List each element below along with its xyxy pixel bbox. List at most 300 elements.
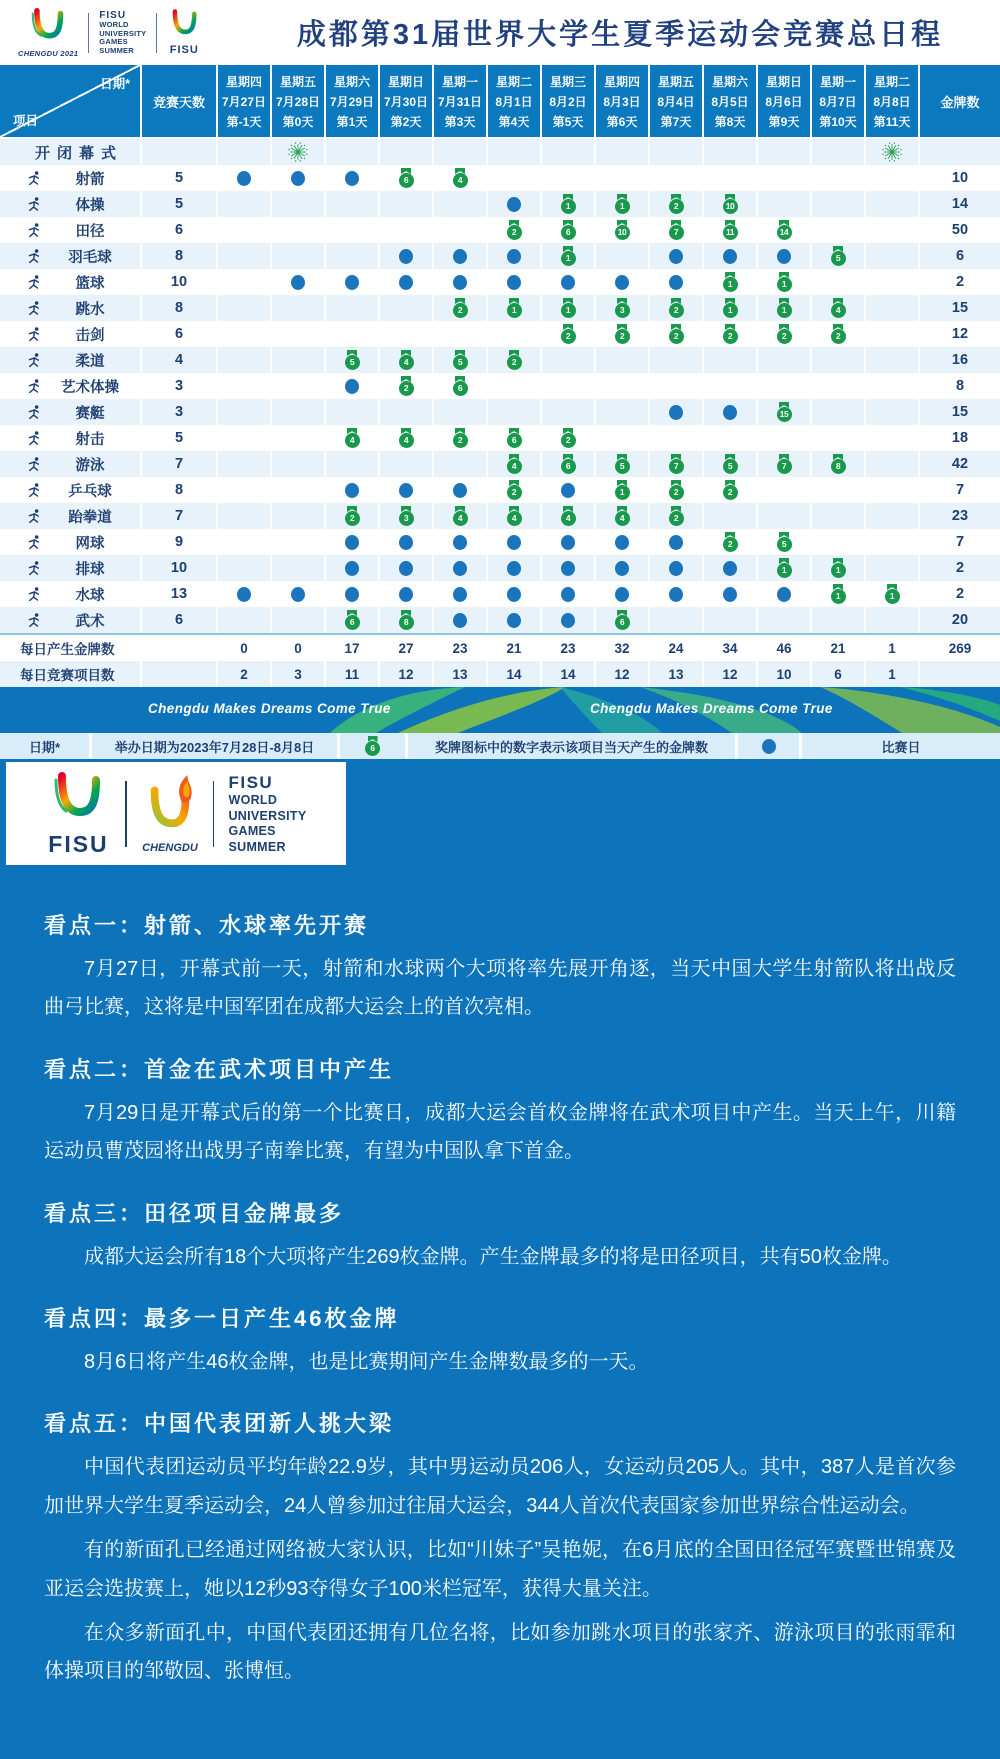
competition-day-dot-icon <box>723 405 737 420</box>
competition-day-dot-icon <box>777 249 791 264</box>
gold-total-cell: 7 <box>955 482 965 498</box>
gold-medal-icon: 2 <box>615 324 630 344</box>
gold-total-cell: 50 <box>951 222 969 238</box>
day-cell <box>758 373 812 399</box>
day-cell <box>326 269 380 295</box>
day-cell <box>596 243 650 269</box>
day-cell <box>650 217 704 243</box>
day-cell <box>812 477 866 503</box>
fisu-line: SUMMER <box>228 839 286 854</box>
day-cell <box>812 269 866 295</box>
ceremony-label-cell <box>0 139 142 165</box>
summary-total-cell: 269 <box>948 640 972 656</box>
summary-value-cell: 0 <box>218 635 272 661</box>
page-header <box>0 0 1000 65</box>
competition-day-dot-icon <box>345 171 359 186</box>
day-cell <box>866 243 920 269</box>
day-cell <box>434 451 488 477</box>
day-cell <box>380 581 434 607</box>
day-cell <box>272 477 326 503</box>
bottom-section <box>0 759 1000 1759</box>
day-cell <box>326 529 380 555</box>
day-cell <box>218 477 272 503</box>
day-cell <box>812 581 866 607</box>
gold-medal-icon: 4 <box>507 506 522 526</box>
day-cell <box>218 165 272 191</box>
footer-fisu-text-block <box>228 772 306 856</box>
sport-name: 射箭 <box>75 171 105 188</box>
summary-value-cell: 17 <box>326 635 380 661</box>
sport-name: 柔道 <box>75 353 105 370</box>
chengdu-flame-icon <box>141 773 199 835</box>
day-cell <box>434 425 488 451</box>
fisu-line: SUMMER <box>99 45 134 55</box>
gold-medal-icon: 4 <box>453 506 468 526</box>
taekwondo-icon <box>24 507 44 525</box>
day-cell <box>866 399 920 425</box>
day-cell <box>704 217 758 243</box>
fisu-line: WORLD <box>228 792 278 807</box>
day-cell <box>488 217 542 243</box>
day-cell <box>866 269 920 295</box>
chengdu-u-icon <box>26 8 70 44</box>
day-cell <box>596 555 650 581</box>
day-cell <box>380 451 434 477</box>
sport-row <box>0 425 1000 451</box>
day-cell <box>218 269 272 295</box>
day-cell <box>812 373 866 399</box>
competition-day-dot-icon <box>399 483 413 498</box>
athletics-icon <box>24 221 44 239</box>
gold-medal-icon: 10 <box>615 220 630 240</box>
summary-value-cell: 46 <box>758 635 812 661</box>
gymnastics-icon <box>24 195 44 213</box>
weekday-label: 星期日 <box>387 74 424 89</box>
competition-day-dot-icon <box>507 613 521 628</box>
gold-medal-icon: 1 <box>885 584 900 604</box>
day-cell <box>812 139 866 165</box>
gold-medal-icon: 2 <box>561 324 576 344</box>
gold-medal-icon: 6 <box>345 610 360 630</box>
gold-total-cell: 12 <box>951 326 969 342</box>
day-cell <box>272 347 326 373</box>
sport-name: 网球 <box>75 535 105 552</box>
daynum-label: 第6天 <box>606 114 638 129</box>
gold-medal-icon: 5 <box>723 454 738 474</box>
competition-day-dot-icon <box>345 379 359 394</box>
day-cell <box>650 477 704 503</box>
footer-fisu-logo <box>45 772 111 856</box>
day-cell <box>218 503 272 529</box>
day-cell <box>218 373 272 399</box>
gold-medal-icon: 10 <box>723 194 738 214</box>
day-cell <box>812 425 866 451</box>
sport-name: 跆拳道 <box>68 509 112 526</box>
day-cell <box>542 295 596 321</box>
summary-label: 每日竞赛项目数 <box>0 661 142 687</box>
day-cell <box>380 269 434 295</box>
days-count-cell: 10 <box>142 555 218 581</box>
sport-name: 射击 <box>75 431 105 448</box>
day-cell <box>596 503 650 529</box>
day-cell <box>326 555 380 581</box>
days-count-cell: 8 <box>142 295 218 321</box>
gold-total-cell: 8 <box>955 378 965 394</box>
day-cell <box>866 451 920 477</box>
legend-row <box>0 733 1000 759</box>
gold-total-cell: 15 <box>951 404 969 420</box>
competition-day-dot-icon <box>669 587 683 602</box>
day-cell <box>758 191 812 217</box>
date-label: 7月31日 <box>437 94 483 109</box>
gold-medal-icon: 1 <box>723 272 738 292</box>
gold-medal-icon: 2 <box>507 220 522 240</box>
day-cell <box>218 295 272 321</box>
day-cell <box>218 217 272 243</box>
day-cell <box>704 529 758 555</box>
competition-day-dot-icon <box>291 275 305 290</box>
gold-total-cell: 6 <box>955 248 965 264</box>
day-cell <box>596 217 650 243</box>
sport-name: 艺术体操 <box>61 379 119 396</box>
day-cell <box>218 555 272 581</box>
day-cell <box>866 191 920 217</box>
day-cell <box>596 373 650 399</box>
gold-medal-icon: 1 <box>777 298 792 318</box>
day-cell <box>488 581 542 607</box>
gold-medal-icon: 7 <box>669 220 684 240</box>
day-cell <box>866 425 920 451</box>
daynum-label: 第8天 <box>714 114 746 129</box>
gold-total-cell: 2 <box>955 274 965 290</box>
day-cell <box>704 139 758 165</box>
sport-label-cell <box>0 269 142 295</box>
sport-row <box>0 165 1000 191</box>
day-cell <box>272 217 326 243</box>
sport-name: 篮球 <box>75 275 105 292</box>
competition-day-dot-icon <box>507 561 521 576</box>
days-count-cell: 6 <box>142 217 218 243</box>
day-cell <box>596 269 650 295</box>
day-cell <box>866 529 920 555</box>
day-cell <box>380 217 434 243</box>
chengdu-logo-caption: CHENGDU 2021 <box>18 48 79 58</box>
sport-label-cell <box>0 503 142 529</box>
day-cell <box>812 399 866 425</box>
date-label: 8月6日 <box>765 94 803 109</box>
day-cell <box>326 581 380 607</box>
competition-day-dot-icon <box>345 561 359 576</box>
day-cell <box>542 347 596 373</box>
day-cell <box>380 347 434 373</box>
day-cell <box>434 477 488 503</box>
gold-total-cell: 18 <box>951 430 969 446</box>
competition-day-dot-icon <box>561 613 575 628</box>
day-column-header <box>434 65 488 139</box>
day-cell <box>434 321 488 347</box>
day-cell <box>488 139 542 165</box>
day-cell <box>380 529 434 555</box>
legend-dot-text: 比赛日 <box>802 733 1000 759</box>
daynum-label: 第7天 <box>660 114 692 129</box>
gold-medal-icon: 5 <box>345 350 360 370</box>
day-cell <box>434 165 488 191</box>
fisu-wordmark: FISU <box>48 830 109 857</box>
day-cell <box>650 165 704 191</box>
sport-row <box>0 321 1000 347</box>
days-count-cell: 4 <box>142 347 218 373</box>
day-cell <box>812 451 866 477</box>
gold-medal-icon: 8 <box>399 610 414 630</box>
weekday-label: 星期四 <box>603 74 640 89</box>
days-count-header: 竞赛天数 <box>142 65 218 139</box>
sport-name: 武术 <box>75 613 105 630</box>
days-count-cell: 6 <box>142 607 218 633</box>
rhythmic-gymnastics-icon <box>24 377 44 395</box>
day-cell <box>218 425 272 451</box>
gold-medal-icon: 5 <box>453 350 468 370</box>
basketball-icon <box>24 273 44 291</box>
highlight-heading: 看点三：田径项目金牌最多 <box>44 1200 345 1226</box>
fisu-line: GAMES <box>228 824 276 839</box>
wushu-icon <box>24 611 44 629</box>
water-polo-icon <box>24 585 44 603</box>
gold-medal-icon: 4 <box>453 168 468 188</box>
day-cell <box>218 347 272 373</box>
legend-date-text: 举办日期为2023年7月28日-8月8日 <box>92 733 337 759</box>
day-cell <box>542 477 596 503</box>
corner-cell <box>0 65 142 139</box>
competition-day-dot-icon <box>453 249 467 264</box>
daynum-label: 第11天 <box>873 114 911 129</box>
competition-day-dot-icon <box>237 171 251 186</box>
day-cell <box>866 139 920 165</box>
day-cell <box>434 373 488 399</box>
competition-day-dot-icon <box>507 197 521 212</box>
competition-day-dot-icon <box>345 587 359 602</box>
gold-medal-icon: 4 <box>399 428 414 448</box>
day-cell <box>650 425 704 451</box>
day-cell <box>542 217 596 243</box>
day-cell <box>488 477 542 503</box>
days-count-cell: 6 <box>142 321 218 347</box>
day-cell <box>542 425 596 451</box>
day-cell <box>272 243 326 269</box>
footer-divider <box>213 781 215 847</box>
highlight-paragraph: 中国代表团运动员平均年龄22.9岁，其中男运动员206人，女运动员205人。其中，387人是首次参加世界大学生夏季运动会，24人曾参加过往届大运会，344人首次代表国家参加世界综合性运动会。 <box>44 1456 956 1517</box>
summary-value-cell: 27 <box>380 635 434 661</box>
days-count-cell: 13 <box>142 581 218 607</box>
day-cell <box>650 191 704 217</box>
competition-day-dot-icon <box>615 535 629 550</box>
fisu-line: WORLD <box>99 20 129 29</box>
competition-day-dot-icon <box>669 405 683 420</box>
summary-label: 每日产生金牌数 <box>0 635 142 661</box>
volleyball-icon <box>24 559 44 577</box>
day-cell <box>866 165 920 191</box>
day-cell <box>434 269 488 295</box>
sport-row <box>0 217 1000 243</box>
day-column-header <box>488 65 542 139</box>
summary-row <box>0 633 1000 661</box>
gold-medal-icon: 2 <box>669 194 684 214</box>
sport-row <box>0 555 1000 581</box>
chengdu-2021-logo <box>18 8 78 58</box>
competition-day-dot-icon <box>507 587 521 602</box>
day-cell <box>326 477 380 503</box>
day-cell <box>272 425 326 451</box>
sport-row <box>0 451 1000 477</box>
day-cell <box>380 191 434 217</box>
day-cell <box>596 477 650 503</box>
day-cell <box>488 399 542 425</box>
day-cell <box>596 529 650 555</box>
competition-day-dot-icon <box>561 535 575 550</box>
sport-name: 田径 <box>75 223 105 240</box>
fireworks-icon <box>881 141 903 163</box>
gold-total-cell: 10 <box>951 170 969 186</box>
day-cell <box>704 373 758 399</box>
gold-medal-icon: 3 <box>399 506 414 526</box>
day-cell <box>488 555 542 581</box>
day-cell <box>650 529 704 555</box>
day-cell <box>272 581 326 607</box>
gold-medal-icon: 2 <box>831 324 846 344</box>
gold-medal-icon: 1 <box>723 298 738 318</box>
day-cell <box>542 165 596 191</box>
daynum-label: 第0天 <box>282 114 314 129</box>
highlight-paragraph: 有的新面孔已经通过网络被大家认识，比如“川妹子”吴艳妮，在6月底的全国田径冠军赛暨世锦赛及亚运会选拔赛上，她以12秒93夺得女子100米栏冠军，获得大量关注。 <box>44 1539 956 1600</box>
summary-row <box>0 661 1000 687</box>
competition-day-dot-icon <box>345 483 359 498</box>
competition-day-dot-icon <box>669 535 683 550</box>
sport-name: 排球 <box>75 561 105 578</box>
summary-value-cell: 6 <box>812 661 866 687</box>
fisu-line: GAMES <box>99 37 128 47</box>
table-tennis-icon <box>24 481 44 499</box>
archery-icon <box>24 169 44 187</box>
competition-day-dot-icon <box>453 535 467 550</box>
day-cell <box>812 555 866 581</box>
schedule-table <box>0 65 1000 687</box>
gold-medal-icon: 2 <box>561 428 576 448</box>
days-count-cell: 8 <box>142 477 218 503</box>
gold-medal-icon: 2 <box>669 480 684 500</box>
day-cell <box>812 529 866 555</box>
gold-medal-icon: 2 <box>669 506 684 526</box>
slogan-text-left: Chengdu Makes Dreams Come True <box>148 701 391 716</box>
day-cell <box>272 607 326 633</box>
day-cell <box>326 373 380 399</box>
sport-label-cell <box>0 451 142 477</box>
gold-medal-icon: 2 <box>723 480 738 500</box>
fisu-u-icon <box>167 9 201 39</box>
gold-medal-icon: 2 <box>399 376 414 396</box>
summary-value-cell: 1 <box>866 661 920 687</box>
day-cell <box>326 321 380 347</box>
gold-medal-icon: 6 <box>561 454 576 474</box>
day-column-header <box>272 65 326 139</box>
day-cell <box>272 269 326 295</box>
sport-name: 赛艇 <box>75 405 105 422</box>
day-cell <box>650 503 704 529</box>
competition-day-dot-icon <box>507 535 521 550</box>
day-cell <box>704 165 758 191</box>
highlights-content <box>0 865 1000 1691</box>
days-count-cell <box>142 635 218 661</box>
day-cell <box>488 295 542 321</box>
gold-medal-icon: 1 <box>561 194 576 214</box>
daynum-label: 第4天 <box>498 114 530 129</box>
competition-day-dot-icon <box>723 249 737 264</box>
weekday-label: 星期五 <box>279 74 316 89</box>
date-label: 8月4日 <box>657 94 695 109</box>
day-cell <box>488 451 542 477</box>
corner-date-label: 日期* <box>100 77 130 91</box>
competition-day-dot-icon <box>453 587 467 602</box>
gold-medal-icon: 2 <box>453 298 468 318</box>
days-count-cell: 5 <box>142 425 218 451</box>
day-cell <box>326 165 380 191</box>
day-cell <box>866 373 920 399</box>
gold-medal-icon: 14 <box>777 220 792 240</box>
competition-day-dot-icon <box>345 275 359 290</box>
day-cell <box>380 321 434 347</box>
day-cell <box>650 321 704 347</box>
day-cell <box>542 399 596 425</box>
day-column-header <box>704 65 758 139</box>
day-cell <box>380 165 434 191</box>
day-column-header <box>758 65 812 139</box>
day-cell <box>434 347 488 373</box>
gold-medal-icon: 4 <box>345 428 360 448</box>
footer-divider <box>125 781 127 847</box>
gold-medal-icon: 2 <box>345 506 360 526</box>
day-cell <box>218 399 272 425</box>
summary-value-cell: 3 <box>272 661 326 687</box>
gold-total-header: 金牌数 <box>920 65 1000 139</box>
gold-medal-icon: 1 <box>615 194 630 214</box>
date-label: 8月1日 <box>495 94 533 109</box>
weekday-label: 星期六 <box>711 74 748 89</box>
day-cell <box>272 191 326 217</box>
day-cell <box>272 555 326 581</box>
day-cell <box>704 451 758 477</box>
date-label: 7月29日 <box>329 94 375 109</box>
day-cell <box>758 503 812 529</box>
weekday-label: 星期四 <box>225 74 262 89</box>
sport-label-cell <box>0 347 142 373</box>
day-cell <box>650 555 704 581</box>
day-cell <box>650 373 704 399</box>
legend-date-label: 日期* <box>0 733 89 759</box>
summary-value-cell: 24 <box>650 635 704 661</box>
weekday-label: 星期六 <box>333 74 370 89</box>
day-cell <box>434 191 488 217</box>
summary-value-cell: 23 <box>542 635 596 661</box>
daynum-label: 第1天 <box>336 114 368 129</box>
gold-medal-icon: 4 <box>831 298 846 318</box>
competition-day-dot-icon <box>399 535 413 550</box>
logo-divider <box>88 13 89 53</box>
day-cell <box>866 607 920 633</box>
day-cell <box>434 139 488 165</box>
sport-label-cell <box>0 295 142 321</box>
competition-day-dot-icon <box>615 275 629 290</box>
gold-total-cell: 14 <box>951 196 969 212</box>
sport-name: 体操 <box>75 197 105 214</box>
date-label: 8月3日 <box>603 94 641 109</box>
